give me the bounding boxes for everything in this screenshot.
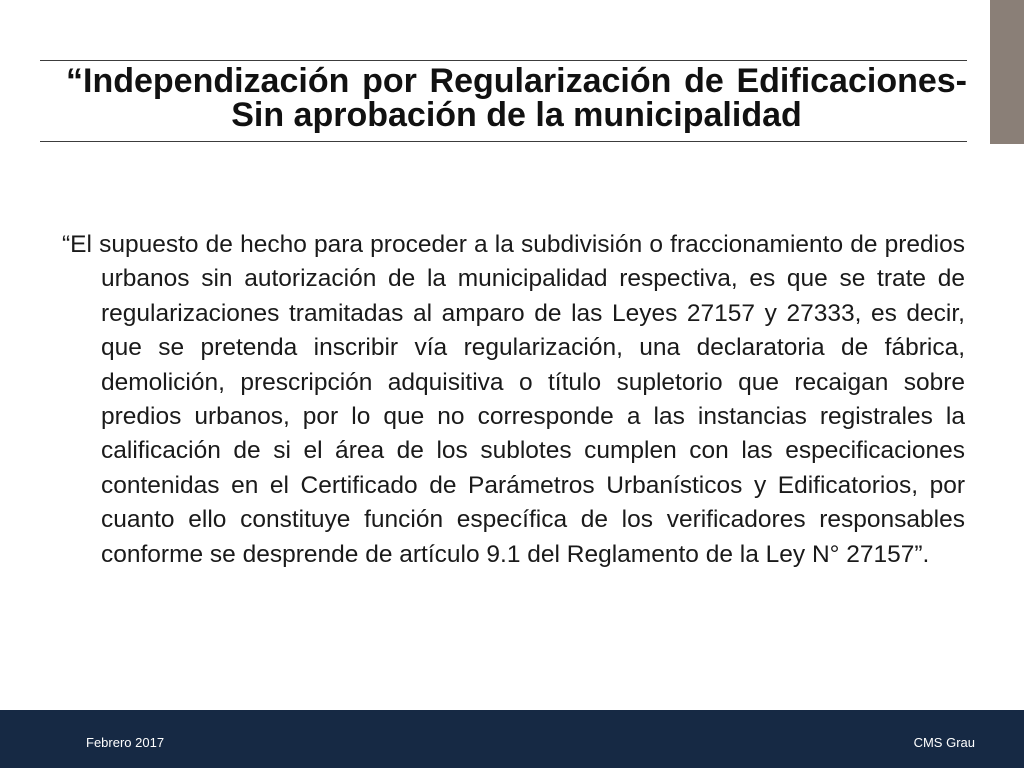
slide-body-quote: “El supuesto de hecho para proceder a la subdivisión o fraccionamiento de predios urbanos sin autorización de la municipalidad respectiva, es que se trate de regularizaciones tramitadas al amparo de las Leyes 27157 y 27333, es decir, que se pretenda inscribir vía regularización, una declaratoria de fábrica, demolición, prescripción adquisitiva o título supletorio que recaigan sobre predios urbanos, por lo que no corresponde a las instancias registrales la calificación de si el área de los sublotes cumplen con las especificaciones contenidas en el Certificado de Parámetros Urbanísticos y Edificatorios, por cuanto ello constituye función específica de los verificadores responsables conforme se desprende de artículo 9.1 del Reglamento de la Ley N° 27157”. xyxy=(62,231,965,568)
footer-date: Febrero 2017 xyxy=(86,735,165,750)
title-top-rule xyxy=(40,60,967,61)
slide-title: “Independización por Regularización de Edificaciones- Sin aprobación de la municipalidad xyxy=(66,62,967,134)
title-bottom-rule xyxy=(40,141,967,142)
footer-brand: CMS Grau xyxy=(913,735,975,750)
side-accent-bar xyxy=(990,0,1024,144)
footer-bar xyxy=(0,710,1024,768)
